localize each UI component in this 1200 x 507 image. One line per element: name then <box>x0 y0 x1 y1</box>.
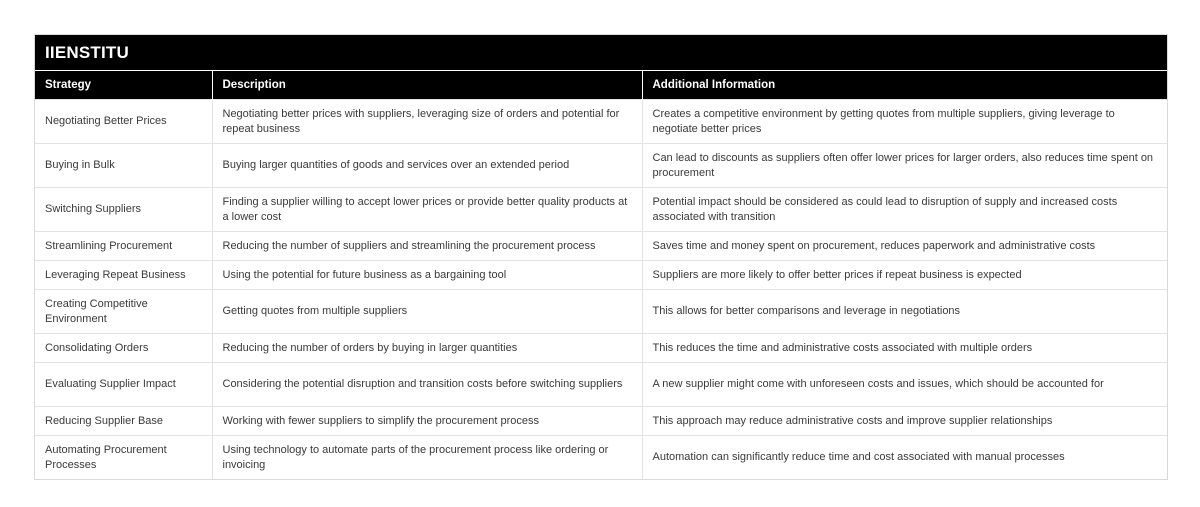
info-cell: Saves time and money spent on procurement, reduces paperwork and administrative costs <box>642 232 1167 261</box>
description-cell: Considering the potential disruption and transition costs before switching suppliers <box>212 363 642 407</box>
strategy-cell: Switching Suppliers <box>35 188 212 232</box>
info-cell: This reduces the time and administrative costs associated with multiple orders <box>642 334 1167 363</box>
strategy-table <box>35 70 1167 479</box>
table-row <box>35 407 1167 436</box>
info-cell: A new supplier might come with unforeseen costs and issues, which should be accounted for <box>642 363 1167 407</box>
table-row <box>35 334 1167 363</box>
strategy-cell: Buying in Bulk <box>35 144 212 188</box>
table-row <box>35 290 1167 334</box>
table-row <box>35 144 1167 188</box>
strategy-cell: Negotiating Better Prices <box>35 100 212 144</box>
brand-title: IIENSTITU <box>35 35 1167 70</box>
strategy-cell: Automating Procurement Processes <box>35 436 212 480</box>
description-cell: Negotiating better prices with suppliers, leveraging size of orders and potential for repeat business <box>212 100 642 144</box>
info-cell: Automation can significantly reduce time and cost associated with manual processes <box>642 436 1167 480</box>
description-cell: Working with fewer suppliers to simplify the procurement process <box>212 407 642 436</box>
description-cell: Using the potential for future business as a bargaining tool <box>212 261 642 290</box>
table-row <box>35 436 1167 480</box>
description-cell: Buying larger quantities of goods and services over an extended period <box>212 144 642 188</box>
info-cell: Can lead to discounts as suppliers often offer lower prices for larger orders, also reduces time spent on procurement <box>642 144 1167 188</box>
info-cell: This allows for better comparisons and leverage in negotiations <box>642 290 1167 334</box>
strategy-cell: Reducing Supplier Base <box>35 407 212 436</box>
description-cell: Finding a supplier willing to accept lower prices or provide better quality products at a lower cost <box>212 188 642 232</box>
strategy-cell: Evaluating Supplier Impact <box>35 363 212 407</box>
info-cell: Creates a competitive environment by getting quotes from multiple suppliers, giving leverage to negotiate better prices <box>642 100 1167 144</box>
description-cell: Reducing the number of orders by buying in larger quantities <box>212 334 642 363</box>
info-cell: This approach may reduce administrative costs and improve supplier relationships <box>642 407 1167 436</box>
description-cell: Getting quotes from multiple suppliers <box>212 290 642 334</box>
table-header-row <box>35 71 1167 100</box>
table-row <box>35 232 1167 261</box>
description-cell: Using technology to automate parts of the procurement process like ordering or invoicing <box>212 436 642 480</box>
info-cell: Potential impact should be considered as could lead to disruption of supply and increased costs associated with transition <box>642 188 1167 232</box>
strategy-cell: Streamlining Procurement <box>35 232 212 261</box>
strategy-cell: Creating Competitive Environment <box>35 290 212 334</box>
table-row <box>35 100 1167 144</box>
table-row <box>35 261 1167 290</box>
table-row <box>35 363 1167 407</box>
strategy-table-card <box>34 34 1168 480</box>
strategy-cell: Consolidating Orders <box>35 334 212 363</box>
column-header-additional-information: Additional Information <box>642 71 1167 100</box>
info-cell: Suppliers are more likely to offer better prices if repeat business is expected <box>642 261 1167 290</box>
column-header-description: Description <box>212 71 642 100</box>
column-header-strategy: Strategy <box>35 71 212 100</box>
description-cell: Reducing the number of suppliers and streamlining the procurement process <box>212 232 642 261</box>
table-row <box>35 188 1167 232</box>
strategy-cell: Leveraging Repeat Business <box>35 261 212 290</box>
